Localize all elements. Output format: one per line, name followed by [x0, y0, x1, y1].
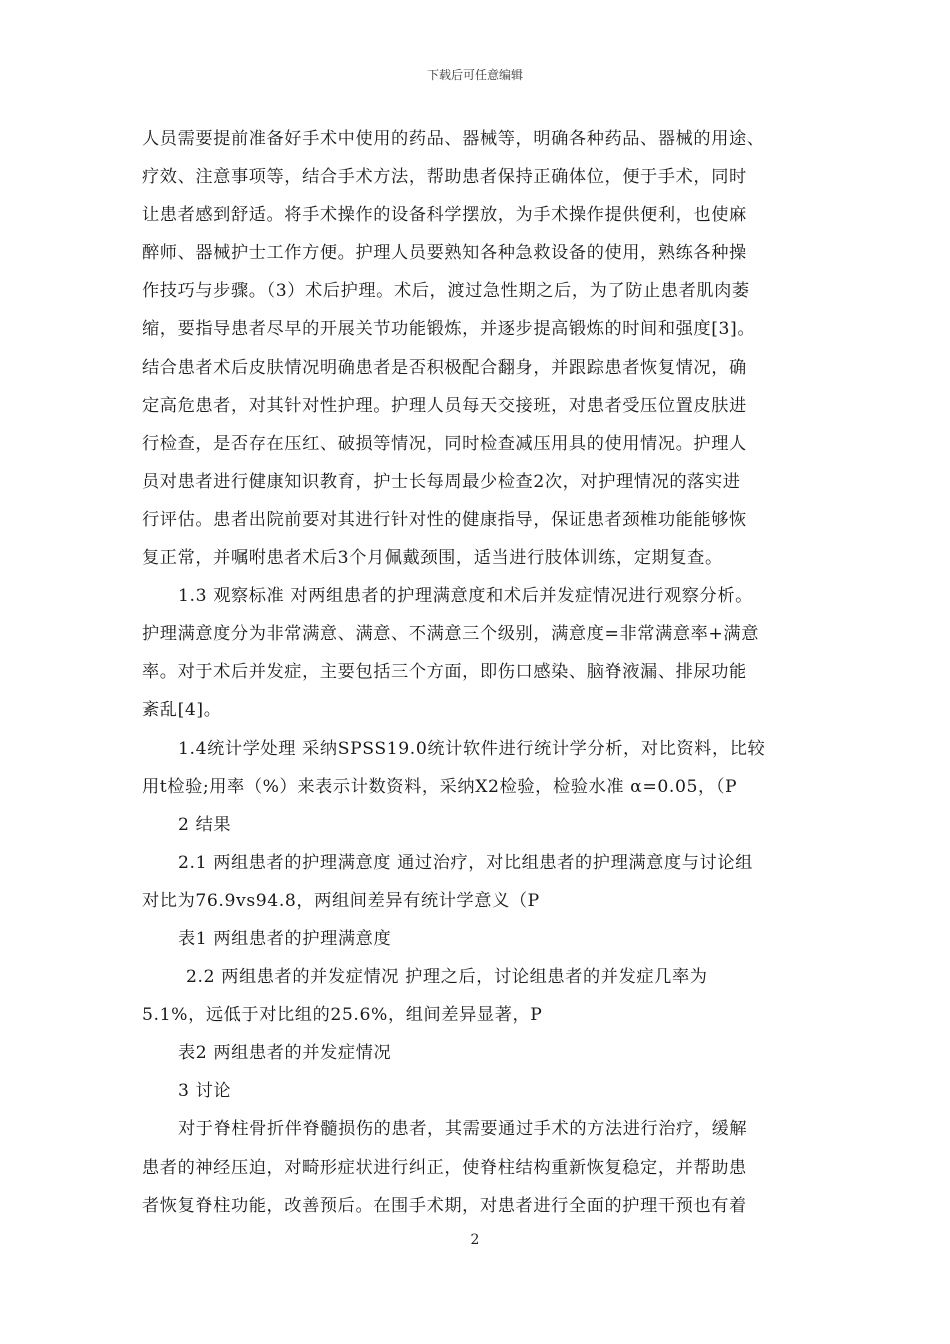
text-line: 人员需要提前准备好手术中使用的药品、器械等，明确各种药品、器械的用途、 [142, 129, 765, 149]
text-line: 结合患者术后皮肤情况明确患者是否积极配合翻身，并跟踪患者恢复情况，确 [142, 357, 747, 378]
section-heading-1-4: 1.4统计学处理 采纳SPSS19.0统计软件进行统计学分析，对比资料，比较 [178, 738, 766, 759]
text-line: 对比为76.9vs94.8，两组间差异有统计学意义（P [142, 890, 540, 911]
section-heading-2-2: 2.2 两组患者的并发症情况 护理之后，讨论组患者的并发症几率为 [186, 967, 708, 988]
text-line: 行检查，是否存在压红、破损等情况，同时检查减压用具的使用情况。护理人 [142, 433, 747, 454]
section-heading-results: 2 结果 [178, 814, 232, 835]
text-line: 缩，要指导患者尽早的开展关节功能锻炼，并逐步提高锻炼的时间和强度[3]。 [142, 319, 756, 340]
section-heading-discussion: 3 讨论 [178, 1081, 232, 1102]
text-line: 用t检验;用率（%）来表示计数资料，采纳X2检验，检验水准 α=0.05，（P [142, 776, 738, 797]
text-line: 让患者感到舒适。将手术操作的设备科学摆放，为手术操作提供便利，也使麻 [142, 205, 747, 226]
text-line: 员对患者进行健康知识教育，护士长每周最少检查2次，对护理情况的落实进 [142, 471, 741, 492]
table-caption-1: 表1 两组患者的护理满意度 [178, 928, 392, 949]
text-line: 醉师、器械护士工作方便。护理人员要熟知各种急救设备的使用，熟练各种操 [142, 243, 747, 264]
text-line: 作技巧与步骤。（3）术后护理。术后，渡过急性期之后，为了防止患者肌肉萎 [142, 281, 750, 302]
text-line: 紊乱[4]。 [142, 700, 222, 721]
page-header: 下载后可任意编辑 [426, 68, 523, 82]
table-caption-2: 表2 两组患者的并发症情况 [178, 1043, 392, 1064]
text-line: 行评估。患者出院前要对其进行针对性的健康指导，保证患者颈椎功能能够恢 [142, 509, 747, 530]
text-line: 疗效、注意事项等，结合手术方法，帮助患者保持正确体位，便于手术，同时 [142, 167, 747, 188]
text-line: 5.1%，远低于对比组的25.6%，组间差异显著，P [142, 1005, 543, 1026]
text-line: 者恢复脊柱功能，改善预后。在围手术期，对患者进行全面的护理干预也有着 [142, 1195, 747, 1216]
text-line: 复正常，并嘱咐患者术后3个月佩戴颈围，适当进行肢体训练，定期复查。 [142, 548, 723, 569]
page-number: 2 [470, 1232, 480, 1248]
text-line: 护理满意度分为非常满意、满意、不满意三个级别，满意度=非常满意率+满意 [142, 624, 759, 645]
text-line: 对于脊柱骨折伴脊髓损伤的患者，其需要通过手术的方法进行治疗，缓解 [178, 1119, 748, 1140]
text-line: 定高危患者，对其针对性护理。护理人员每天交接班，对患者受压位置皮肤进 [142, 395, 747, 416]
section-heading-1-3: 1.3 观察标准 对两组患者的护理满意度和术后并发症情况进行观察分析。 [178, 586, 753, 607]
text-line: 患者的神经压迫，对畸形症状进行纠正，使脊柱结构重新恢复稳定，并帮助患 [142, 1157, 747, 1178]
section-heading-2-1: 2.1 两组患者的护理满意度 通过治疗，对比组患者的护理满意度与讨论组 [178, 852, 753, 873]
text-line: 率。对于术后并发症，主要包括三个方面，即伤口感染、脑脊液漏、排尿功能 [142, 662, 747, 683]
body-text [142, 120, 810, 1225]
